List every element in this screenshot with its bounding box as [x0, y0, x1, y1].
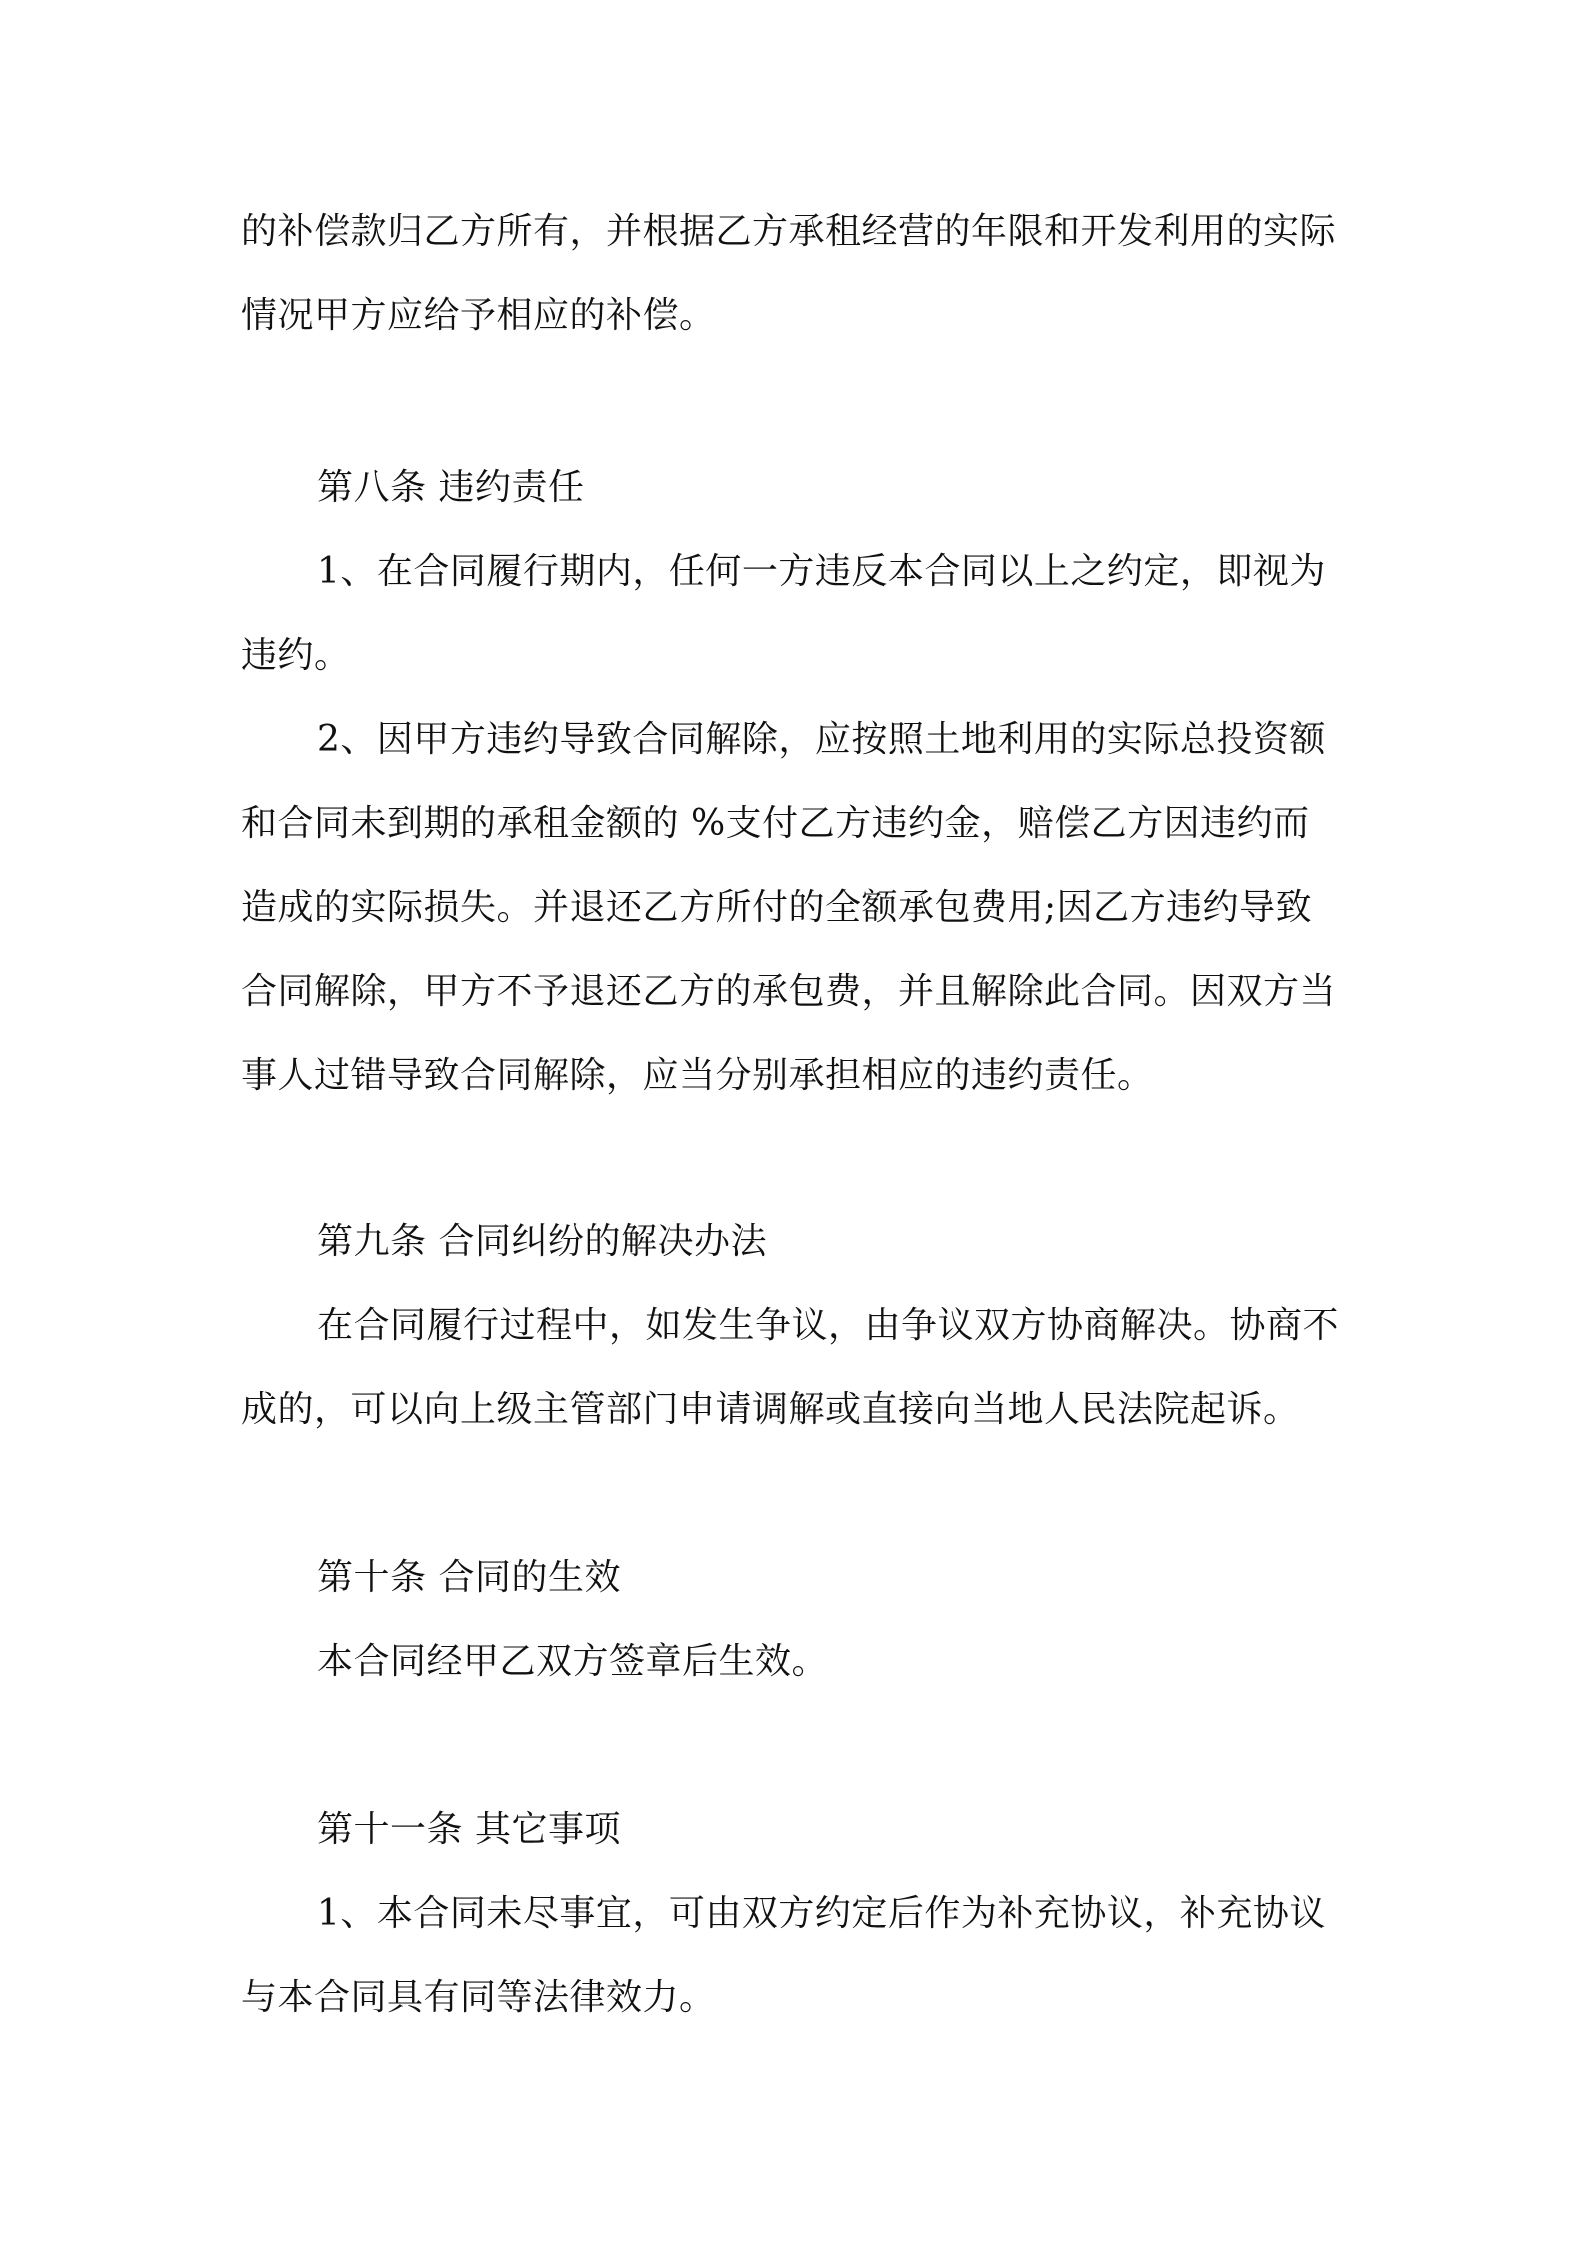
paragraph-line: 和合同未到期的承租金额的 %支付乙方违约金，赔偿乙方因违约而 [241, 803, 1310, 844]
paragraph-line: 合同解除，甲方不予退还乙方的承包费，并且解除此合同。因双方当 [241, 971, 1337, 1012]
paragraph-line: 事人过错导致合同解除，应当分别承担相应的违约责任。 [241, 1055, 1154, 1096]
paragraph-line: 情况甲方应给予相应的补偿。 [241, 295, 716, 336]
section-heading-article-9: 第九条 合同纠纷的解决办法 [317, 1221, 767, 1262]
paragraph-line: 本合同经甲乙双方签章后生效。 [317, 1641, 829, 1682]
section-heading-article-8: 第八条 违约责任 [317, 467, 585, 508]
paragraph-line: 违约。 [241, 635, 351, 676]
paragraph-line: 的补偿款归乙方所有，并根据乙方承租经营的年限和开发利用的实际 [241, 211, 1337, 252]
paragraph-line: 造成的实际损失。并退还乙方所付的全额承包费用;因乙方违约导致 [241, 887, 1313, 928]
paragraph-line: 在合同履行过程中，如发生争议，由争议双方协商解决。协商不 [317, 1305, 1340, 1346]
section-heading-article-11: 第十一条 其它事项 [317, 1809, 621, 1850]
paragraph-line: 1、在合同履行期内，任何一方违反本合同以上之约定，即视为 [317, 551, 1326, 592]
paragraph-line: 成的，可以向上级主管部门申请调解或直接向当地人民法院起诉。 [241, 1389, 1300, 1430]
paragraph-line: 2、因甲方违约导致合同解除，应按照土地利用的实际总投资额 [317, 719, 1326, 760]
section-heading-article-10: 第十条 合同的生效 [317, 1557, 621, 1598]
paragraph-line: 1、本合同未尽事宜，可由双方约定后作为补充协议，补充协议 [317, 1893, 1326, 1934]
paragraph-line: 与本合同具有同等法律效力。 [241, 1977, 716, 2018]
